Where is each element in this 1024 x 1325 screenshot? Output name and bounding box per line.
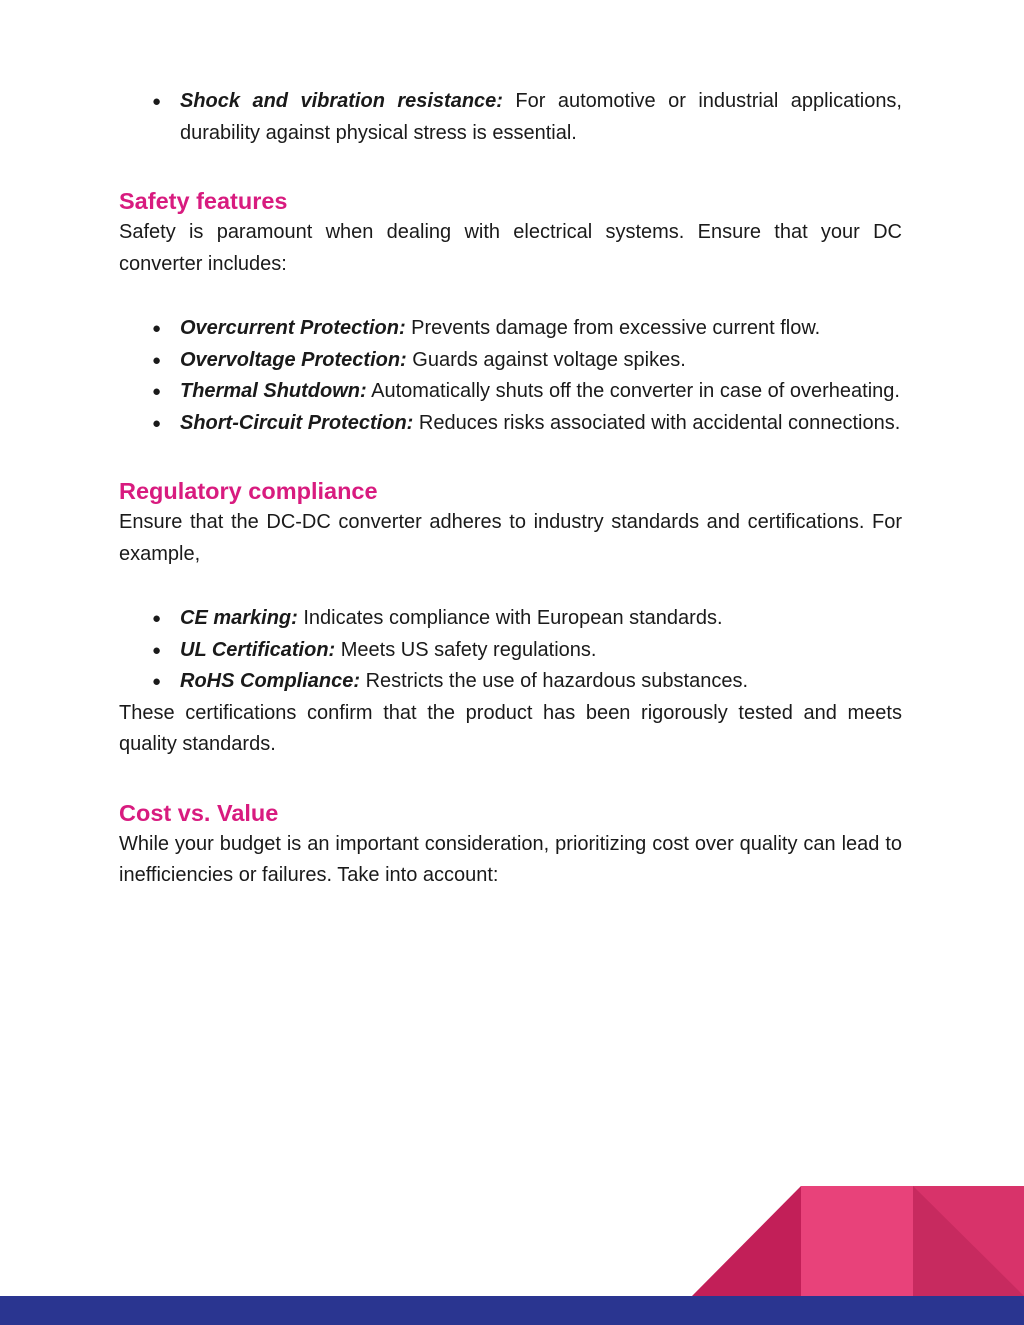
list-item	[119, 86, 902, 149]
list-item-term: Shock and vibration resistance:	[180, 90, 503, 112]
list-item-term: Overcurrent Protection:	[180, 317, 406, 339]
list-item	[119, 376, 902, 408]
list-item-text: Restricts the use of hazardous substances.	[365, 670, 749, 692]
intro-bullet-list	[119, 86, 902, 149]
list-item-term: Thermal Shutdown:	[180, 380, 367, 402]
list-item-text: Guards against voltage spikes.	[412, 348, 686, 371]
list-item	[119, 635, 902, 667]
list-item-term: Short-Circuit Protection:	[180, 411, 414, 434]
safety-bullet-list	[119, 313, 902, 439]
list-item-text: Reduces risks associated with accidental connections.	[418, 411, 901, 434]
regulatory-paragraph: Ensure that the DC-DC converter adheres to industry standards and certifications. For example,	[119, 511, 902, 565]
cost-paragraph: While your budget is an important consideration, prioritizing cost over quality can lead to inefficiencies or failures. Take into account:	[119, 832, 902, 886]
document-body	[119, 86, 902, 892]
decor-fold-shadow	[913, 1186, 1024, 1296]
list-item-term: CE marking:	[180, 607, 298, 629]
list-item-text: For automotive or industrial applications, durability against physical stress is essential.	[180, 90, 902, 144]
decor-square-right	[913, 1186, 1024, 1296]
list-item	[119, 666, 902, 698]
list-item-term: RoHS Compliance:	[180, 670, 361, 692]
footer-bar	[0, 1296, 1024, 1325]
list-item-text: Meets US safety regulations.	[340, 638, 597, 661]
section-heading-cost: Cost vs. Value	[119, 799, 279, 826]
decor-triangle-left	[692, 1186, 801, 1296]
list-item-term: Overvoltage Protection:	[180, 348, 407, 371]
list-item-text: Automatically shuts off the converter in case of overheating.	[371, 380, 900, 402]
list-item-text: Prevents damage from excessive current flow.	[411, 317, 821, 339]
section-heading-safety: Safety features	[119, 188, 288, 214]
regulatory-closing-paragraph: These certifications confirm that the product has been rigorously tested and meets quality standards.	[119, 701, 902, 755]
list-item-text: Indicates compliance with European standards.	[303, 607, 723, 629]
safety-paragraph: Safety is paramount when dealing with electrical systems. Ensure that your DC converter includes:	[119, 221, 902, 275]
decor-square-middle	[801, 1186, 913, 1296]
list-item-term: UL Certification:	[180, 638, 336, 661]
section-heading-regulatory: Regulatory compliance	[119, 478, 378, 504]
list-item	[119, 603, 902, 635]
list-item	[119, 408, 902, 440]
list-item	[119, 313, 902, 345]
regulatory-bullet-list	[119, 603, 902, 698]
list-item	[119, 345, 902, 377]
